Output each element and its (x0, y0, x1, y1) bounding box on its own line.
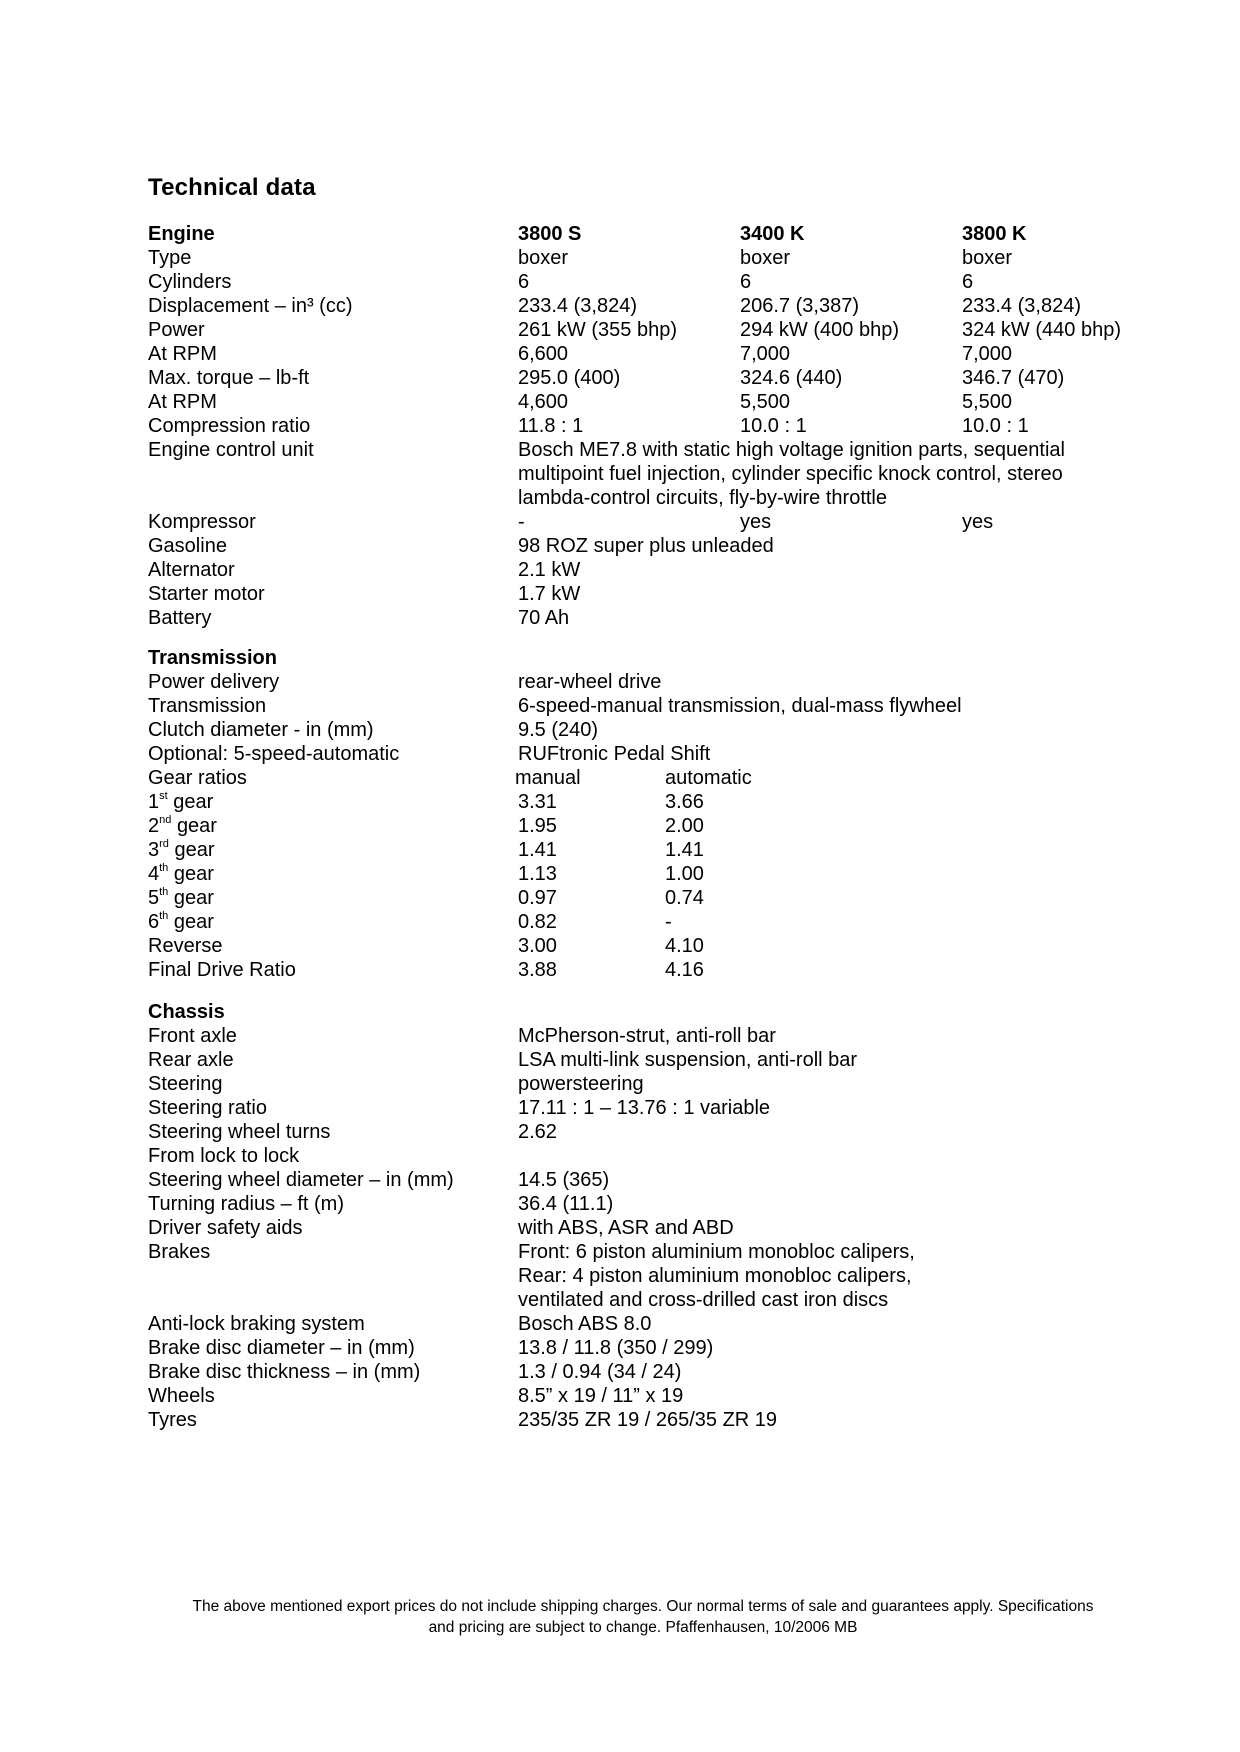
spec-value: 6 (962, 271, 974, 293)
gear-label: 4th gear (148, 862, 214, 885)
spec-row-compression (148, 414, 1200, 438)
spec-value: - (518, 511, 525, 533)
spec-label: At RPM (148, 343, 217, 365)
spec-row-steering-wheel-diameter (148, 1168, 1200, 1192)
gear-row-5 (148, 886, 1200, 910)
spec-value: 1.3 / 0.94 (34 / 24) (518, 1361, 682, 1383)
spec-label: Transmission (148, 695, 267, 717)
spec-row-power-delivery (148, 670, 1200, 694)
spec-value: 324 kW (440 bhp) (962, 319, 1121, 341)
manual-ratio: 1.13 (518, 863, 557, 885)
engine-heading: Engine (148, 223, 215, 245)
gear-row-2 (148, 814, 1200, 838)
spec-value: 233.4 (3,824) (518, 295, 637, 317)
gear-label: 6th gear (148, 910, 214, 933)
spec-label: Driver safety aids (148, 1217, 303, 1239)
spec-value: 6 (740, 271, 752, 293)
spec-label: Optional: 5-speed-automatic (148, 743, 400, 765)
spec-row-brakes (148, 1240, 1200, 1312)
spec-value: 7,000 (962, 343, 1013, 365)
gear-row-6 (148, 910, 1200, 934)
spec-label: Steering wheel diameter – in (mm) (148, 1169, 454, 1191)
spec-value: McPherson-strut, anti-roll bar (518, 1025, 776, 1047)
spec-label: Rear axle (148, 1049, 234, 1071)
spec-row-ecu (148, 438, 1200, 510)
gear-row-4 (148, 862, 1200, 886)
spec-label: Displacement – in³ (cc) (148, 295, 353, 317)
spec-value: 324.6 (440) (740, 367, 843, 389)
spec-row-starter (148, 582, 1200, 606)
spec-label: Tyres (148, 1409, 197, 1431)
spec-label: Kompressor (148, 511, 256, 533)
spec-value: 294 kW (400 bhp) (740, 319, 899, 341)
spec-value: 11.8 : 1 (518, 415, 584, 437)
model-3400k-heading: 3400 K (740, 223, 805, 245)
spec-row-cylinders (148, 270, 1200, 294)
chassis-section (148, 1000, 1200, 1432)
spec-value: 98 ROZ super plus unleaded (518, 535, 774, 557)
spec-label: Brake disc diameter – in (mm) (148, 1337, 415, 1359)
spec-row-safety-aids (148, 1216, 1200, 1240)
spec-value: LSA multi-link suspension, anti-roll bar (518, 1049, 858, 1071)
spec-value (518, 1240, 915, 1312)
spec-value: 2.62 (518, 1121, 557, 1143)
spec-label: Alternator (148, 559, 235, 581)
automatic-column-heading: automatic (665, 767, 752, 789)
spec-value: 2.1 kW (518, 559, 581, 581)
spec-label: Cylinders (148, 271, 232, 293)
spec-label: Starter motor (148, 583, 265, 605)
gear-label: 1st gear (148, 790, 214, 813)
spec-value: 5,500 (740, 391, 791, 413)
spec-label: Turning radius – ft (m) (148, 1193, 344, 1215)
engine-section (148, 222, 1200, 630)
spec-value: rear-wheel drive (518, 671, 662, 693)
spec-label: Power delivery (148, 671, 280, 693)
spec-row-alternator (148, 558, 1200, 582)
spec-value: RUFtronic Pedal Shift (518, 743, 711, 765)
spec-value: 6-speed-manual transmission, dual-mass flywheel (518, 695, 962, 717)
gear-label: 5th gear (148, 886, 214, 909)
chassis-heading: Chassis (148, 1001, 225, 1023)
transmission-heading: Transmission (148, 647, 277, 669)
spec-value: 233.4 (3,824) (962, 295, 1081, 317)
spec-value: 10.0 : 1 (740, 415, 807, 437)
gear-row-final-drive (148, 958, 1200, 982)
spec-row-transmission (148, 694, 1200, 718)
spec-row-lock-to-lock (148, 1144, 1200, 1168)
spec-value: 6 (518, 271, 530, 293)
spec-value: 9.5 (240) (518, 719, 599, 741)
spec-label: Steering ratio (148, 1097, 267, 1119)
spec-row-torque-rpm (148, 390, 1200, 414)
spec-row-brake-disc-diameter (148, 1336, 1200, 1360)
spec-label: Type (148, 247, 192, 269)
manual-column-heading: manual (515, 767, 581, 789)
spec-row-abs (148, 1312, 1200, 1336)
footer-line: The above mentioned export prices do not include shipping charges. Our normal terms of sale and guarantees apply. Specifications (192, 1598, 1094, 1615)
spec-label: Engine control unit (148, 439, 314, 461)
spec-value: 6,600 (518, 343, 569, 365)
spec-value: with ABS, ASR and ABD (518, 1217, 734, 1239)
spec-value: boxer (740, 247, 791, 269)
spec-row-displacement (148, 294, 1200, 318)
manual-ratio: 1.95 (518, 815, 557, 837)
brakes-line: ventilated and cross-drilled cast iron discs (518, 1289, 889, 1311)
spec-value: 10.0 : 1 (962, 415, 1029, 437)
spec-row-battery (148, 606, 1200, 630)
manual-ratio: 0.97 (518, 887, 557, 909)
gear-row-3 (148, 838, 1200, 862)
brakes-line: Rear: 4 piston aluminium monobloc calipers, (518, 1265, 912, 1287)
gear-ratios-header-row (148, 766, 1200, 790)
spec-label: Max. torque – lb-ft (148, 367, 310, 389)
spec-row-power (148, 318, 1200, 342)
spec-value: 346.7 (470) (962, 367, 1065, 389)
spec-label: Front axle (148, 1025, 237, 1047)
spec-value: 5,500 (962, 391, 1013, 413)
automatic-ratio: - (665, 911, 672, 933)
spec-label: Battery (148, 607, 212, 629)
spec-label: Gear ratios (148, 767, 247, 789)
manual-ratio: 3.00 (518, 935, 557, 957)
spec-label: At RPM (148, 391, 217, 413)
spec-label: Power (148, 319, 205, 341)
gear-label: Final Drive Ratio (148, 959, 296, 981)
spec-value: 8.5” x 19 / 11” x 19 (518, 1385, 684, 1407)
spec-value: Bosch ABS 8.0 (518, 1313, 652, 1335)
spec-value: boxer (962, 247, 1013, 269)
spec-row-steering (148, 1072, 1200, 1096)
spec-row-gasoline (148, 534, 1200, 558)
spec-label: Gasoline (148, 535, 227, 557)
manual-ratio: 1.41 (518, 839, 557, 861)
spec-value: 206.7 (3,387) (740, 295, 859, 317)
spec-row-steering-ratio (148, 1096, 1200, 1120)
spec-row-tyres (148, 1408, 1200, 1432)
footer-line: and pricing are subject to change. Pfaffenhausen, 10/2006 MB (428, 1619, 858, 1636)
spec-label: Wheels (148, 1385, 215, 1407)
spec-row-power-rpm (148, 342, 1200, 366)
gear-label: 3rd gear (148, 838, 215, 861)
page-title: Technical data (148, 174, 316, 201)
spec-value: 17.11 : 1 – 13.76 : 1 variable (518, 1097, 771, 1119)
spec-value: 235/35 ZR 19 / 265/35 ZR 19 (518, 1409, 778, 1431)
chassis-header-row (148, 1000, 1200, 1024)
spec-row-clutch (148, 718, 1200, 742)
manual-ratio: 3.31 (518, 791, 557, 813)
spec-value: 4,600 (518, 391, 569, 413)
spec-label: Brakes (148, 1241, 211, 1263)
manual-ratio: 3.88 (518, 959, 557, 981)
gear-label: Reverse (148, 935, 223, 957)
gear-row-reverse (148, 934, 1200, 958)
spec-value: 1.7 kW (518, 583, 581, 605)
transmission-header-row (148, 646, 1200, 670)
spec-row-optional-automatic (148, 742, 1200, 766)
spec-value: powersteering (518, 1073, 644, 1095)
manual-ratio: 0.82 (518, 911, 557, 933)
spec-row-torque (148, 366, 1200, 390)
spec-value: yes (740, 511, 772, 533)
spec-value: 14.5 (365) (518, 1169, 610, 1191)
spec-value: 36.4 (11.1) (518, 1193, 614, 1215)
spec-row-kompressor (148, 510, 1200, 534)
spec-row-steering-turns (148, 1120, 1200, 1144)
automatic-ratio: 3.66 (665, 791, 704, 813)
spec-value: Bosch ME7.8 with static high voltage ignition parts, sequential multipoint fuel injection, cylinder specific knock control, stereo lambda-control circuits, fly-by-wire throttle (518, 439, 1065, 509)
automatic-ratio: 4.16 (665, 959, 704, 981)
spec-row-type (148, 246, 1200, 270)
automatic-ratio: 4.10 (665, 935, 704, 957)
spec-label: Clutch diameter - in (mm) (148, 719, 374, 741)
spec-value: 13.8 / 11.8 (350 / 299) (518, 1337, 714, 1359)
spec-label: Steering wheel turns (148, 1121, 331, 1143)
spec-label: Compression ratio (148, 415, 311, 437)
gear-label: 2nd gear (148, 814, 217, 837)
spec-label: Steering (148, 1073, 223, 1095)
footer-disclaimer (148, 1596, 1138, 1638)
automatic-ratio: 2.00 (665, 815, 704, 837)
spec-value: boxer (518, 247, 569, 269)
spec-value: 7,000 (740, 343, 791, 365)
spec-value: 261 kW (355 bhp) (518, 319, 677, 341)
spec-row-wheels (148, 1384, 1200, 1408)
spec-value: 70 Ah (518, 607, 570, 629)
spec-value: 295.0 (400) (518, 367, 621, 389)
gear-row-1 (148, 790, 1200, 814)
spec-value: yes (962, 511, 994, 533)
model-3800s-heading: 3800 S (518, 223, 582, 245)
model-3800k-heading: 3800 K (962, 223, 1027, 245)
automatic-ratio: 1.41 (665, 839, 704, 861)
spec-row-brake-disc-thickness (148, 1360, 1200, 1384)
spec-label: From lock to lock (148, 1145, 300, 1167)
spec-label: Anti-lock braking system (148, 1313, 365, 1335)
automatic-ratio: 1.00 (665, 863, 704, 885)
engine-header-row (148, 222, 1200, 246)
spec-row-rear-axle (148, 1048, 1200, 1072)
transmission-section (148, 646, 1200, 982)
spec-row-turning-radius (148, 1192, 1200, 1216)
spec-row-front-axle (148, 1024, 1200, 1048)
brakes-line: Front: 6 piston aluminium monobloc calipers, (518, 1241, 915, 1263)
automatic-ratio: 0.74 (665, 887, 704, 909)
spec-label: Brake disc thickness – in (mm) (148, 1361, 421, 1383)
